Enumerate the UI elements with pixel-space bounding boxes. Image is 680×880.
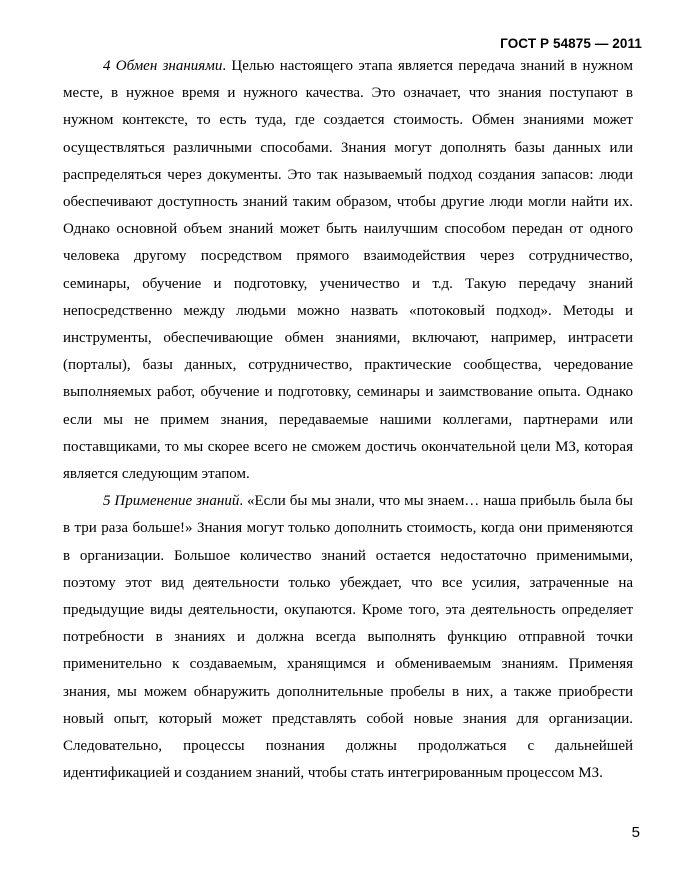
page-number: 5 (631, 824, 640, 841)
section-heading: 4 Обмен знаниями (103, 58, 223, 74)
document-body (63, 53, 633, 787)
document-header (500, 36, 642, 51)
section-knowledge-sharing (63, 53, 633, 488)
standard-number: ГОСТ Р 54875 — 2011 (500, 36, 642, 51)
section-text: . «Если бы мы знали, что мы знаем… наша прибыль была бы в три раза больше!» Знания могут только дополнить стоимость, когда они применяются в организации. Большое количество знаний остается недостаточно применимыми, поэтому этот вид деятельности только убеждает, что все усилия, затраченные на предыдущие виды деятельности, окупаются. Кроме того, эта деятельность определяет потребности в знаниях и должна всегда выполнять функцию отправной точки применительно к создаваемым, хранящимся и обмениваемым знаниям. Применяя знания, мы можем обнаружить дополнительные пробелы в них, а также приобрести новый опыт, который может представлять собой новые знания для организации. Следовательно, процессы познания должны продолжаться с дальнейшей идентификацией и созданием знаний, чтобы стать интегрированным процессом МЗ. (63, 493, 633, 782)
section-heading: 5 Применение знаний (103, 493, 240, 510)
section-text: . Целью настоящего этапа является передача знаний в нужном месте, в нужное время и нужного качества. Это означает, что знания поступают в нужном контексте, то есть туда, где создается стоимость. Обмен знаниями может осуществляться различными способами. Знания могут дополнять базы данных или распределяться через документы. Это так называемый подход создания запасов: люди обеспечивают доступность знаний таким образом, чтобы другие люди могли найти их. Однако основной объем знаний может быть наилучшим способом передан от одного человека другому посредством прямого взаимодействия через сотрудничество, семинары, обучение и подготовку, ученичество и т.д. Такую передачу знаний непосредственно между людьми можно назвать «потоковый подход». Методы и инструменты, обеспечивающие обмен знаниями, включают, например, интрасети (порталы), базы данных, сотрудничество, практические сообщества, чередование выполняемых работ, обучение и подготовку, семинары и заимствование опыта. Однако если мы не примем знания, передаваемые нашими коллегами, партнерами или поставщиками, то мы скорее всего не сможем достичь окончательной цели МЗ, которая является следующим этапом. (63, 58, 633, 483)
section-knowledge-application (63, 488, 633, 787)
